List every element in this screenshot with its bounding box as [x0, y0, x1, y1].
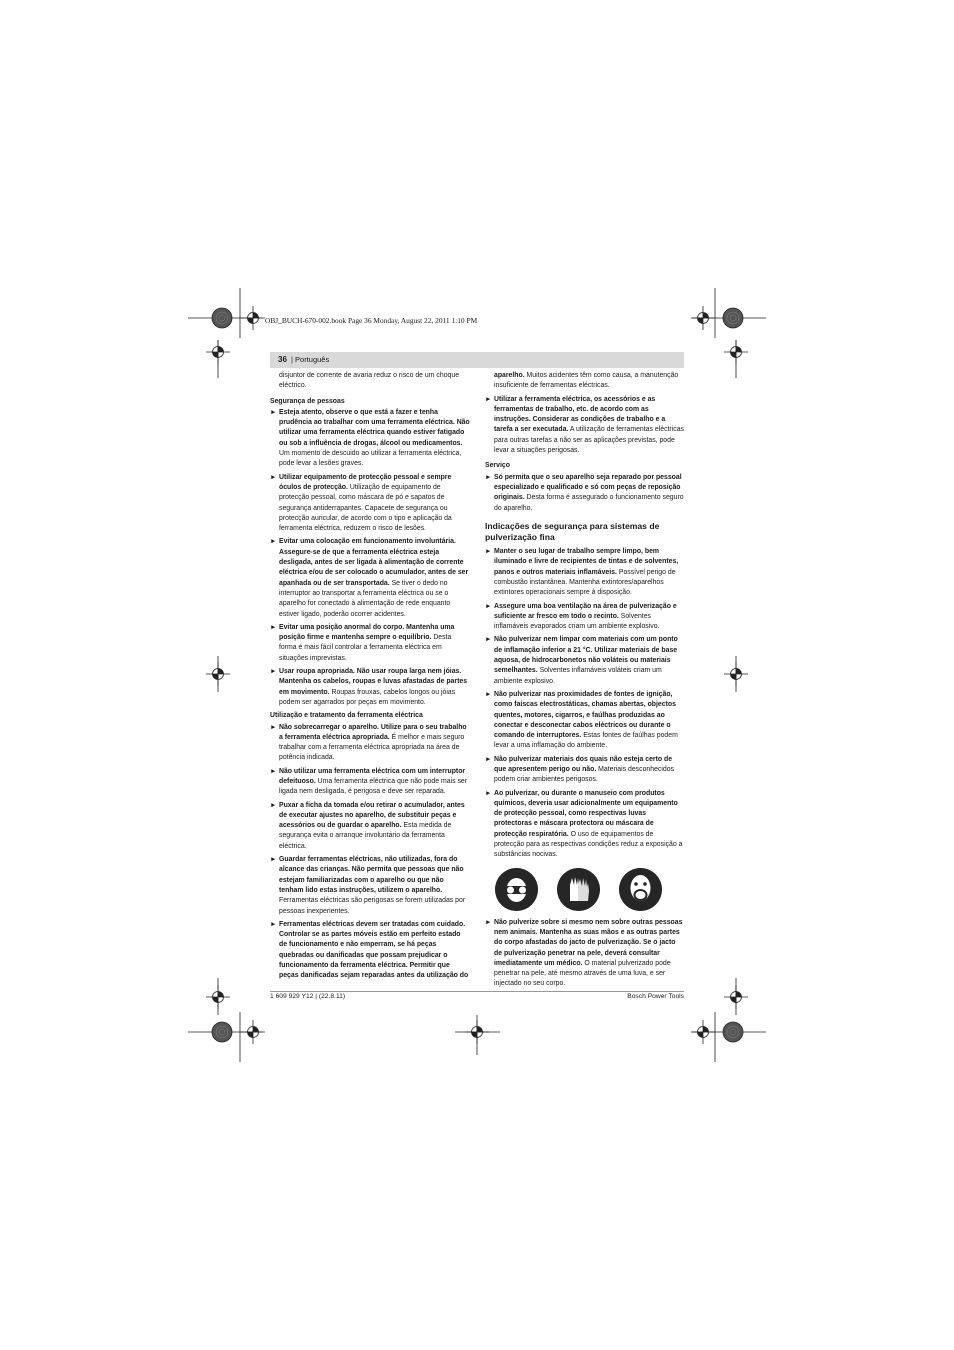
list-item: ► Só permita que o seu aparelho seja reparado por pessoal especializado e qualificado e só com peças de reposição originais. Desta forma é assegurado o funcionamento seguro do aparelho.: [485, 473, 684, 512]
list-item: ► Não pulverizar nas proximidades de fontes de ignição, como faíscas electrostáticas, chamas abertas, objectos quentes, motores, cigarros, e faúlhas produzidas ao conectar e desconectar cabos eléctricos ou durante o comando de interruptores. Estas fontes de faúlhas podem levar a uma inflamação do ambiente.: [485, 690, 678, 750]
bullet-icon: ►: [270, 856, 277, 864]
bullet-icon: ►: [485, 602, 492, 610]
page-language: | Português: [291, 355, 330, 364]
heading-service: Serviço: [485, 462, 510, 470]
list-usage: [485, 395, 685, 457]
bullet-icon: ►: [270, 723, 277, 731]
footer-rule: [270, 991, 684, 992]
continued-text: aparelho. Muitos acidentes têm como causa, a manutenção insuficiente de ferramentas eléctricas.: [494, 372, 679, 390]
bullet-icon: ►: [270, 538, 277, 546]
list-item: ► Não pulverize sobre si mesmo nem sobre outras pessoas nem animais. Mantenha as suas mãos e as outras partes do corpo afastadas do jacto de pulverização. Se o jacto de pulverização penetrar na pele, deverá consultar imediatamente um médico. O material pulverizado pode penetrar na pele, até mesmo através de uma luva, e ser injectado no seu corpo.: [485, 918, 683, 988]
list-spray-2: [485, 918, 685, 990]
right-column: [485, 371, 685, 990]
safety-goggles-icon: [495, 868, 538, 911]
list-item: ► Assegure uma boa ventilação na área de pulverização e suficiente ar fresco em todo o recinto. Solventes inflamáveis evaporados criam um ambiente explosivo.: [485, 602, 677, 631]
file-header: OBJ_BUCH-670-002.book Page 36 Monday, August 22, 2011 1:10 PM: [265, 316, 478, 325]
section-title-spray: Indicações de segurança para sistemas de pulverização fina: [485, 520, 660, 543]
protective-gloves-icon: [557, 868, 600, 911]
footer-left: 1 609 929 Y12 | (22.8.11): [270, 993, 346, 1000]
bullet-icon: ►: [485, 395, 492, 403]
respirator-mask-icon: [619, 868, 662, 911]
heading-tool-use: Utilização e tratamento da ferramenta eléctrica: [270, 712, 423, 720]
list-personal-safety: [270, 408, 470, 708]
list-item: ► Não sobrecarregar o aparelho. Utilize para o seu trabalho a ferramenta eléctrica apropriada. É melhor e mais seguro trabalhar com a ferramenta eléctrica apropriada na área de potência indicada.: [270, 723, 467, 762]
bullet-icon: ►: [270, 801, 277, 809]
list-item: ► Evitar uma posição anormal do corpo. Mantenha uma posição firme e mantenha sempre o equilíbrio. Desta forma é mais fácil controlar a ferramenta eléctrica em situações imprevistas.: [270, 623, 455, 662]
bullet-icon: ►: [270, 668, 277, 676]
list-service: [485, 473, 685, 514]
ppe-icons: [485, 868, 685, 914]
bullet-icon: ►: [485, 636, 492, 644]
bullet-icon: ►: [270, 920, 277, 928]
bullet-icon: ►: [485, 755, 492, 763]
bullet-icon: ►: [485, 789, 492, 797]
footer-right: Bosch Power Tools: [627, 993, 684, 1000]
list-item: ► Não pulverizar nem limpar com materiais com um ponto de inflamação inferior a 21 °C. Utilizar materiais de base aquosa, de hidrocarbonetos não voláteis ou materiais semelhantes. Solventes inflamáveis voláteis criam um ambiente explosivo.: [485, 636, 678, 685]
page-header-bar: [270, 352, 684, 368]
left-column: [270, 371, 470, 982]
bullet-icon: ►: [485, 473, 492, 481]
list-item: ► Manter o seu lugar de trabalho sempre limpo, bem iluminado e livre de recipientes de tintas e de solventes, panos e outros materiais inflamáveis. Possível perigo de combustão instantânea. Mantenha extintores/aparelhos extintores operacionais sempre à disposição.: [485, 548, 679, 597]
bullet-icon: ►: [270, 473, 277, 481]
list-item: ► Utilizar a ferramenta eléctrica, os acessórios e as ferramentas de trabalho, etc. de acordo com as instruções. Considerar as condições de trabalho e a tarefa a ser executada. A utilização de ferramentas eléctricas para outras tarefas a não ser as aplicações previstas, pode levar a situações perigosas.: [485, 395, 684, 455]
list-tool-use: [270, 723, 470, 982]
bullet-icon: ►: [270, 767, 277, 775]
list-spray: [485, 547, 685, 861]
bullet-icon: ►: [485, 548, 492, 556]
list-item: ► Utilizar equipamento de protecção pessoal e sempre óculos de protecção. Utilização de equipamento de protecção pessoal, como máscara de pó e sapatos de segurança antiderrapantes. Capacete de segurança ou protecção auricular, de acordo com o tipo e aplicação da ferramenta eléctrica, reduzem o risco de lesões.: [270, 473, 452, 533]
list-item: ► Usar roupa apropriada. Não usar roupa larga nem jóias. Mantenha os cabelos, roupas e luvas afastadas de partes em movimento. Roupas frouxas, cabelos longos ou jóias podem ser agarrados por peças em movimento.: [270, 668, 468, 706]
list-item: ► Não utilizar uma ferramenta eléctrica com um interruptor defeituoso. Uma ferramenta eléctrica que não pode mais ser ligada nem desligada, é perigosa e deve ser reparada.: [270, 767, 468, 796]
list-item: ► Puxar a ficha da tomada e/ou retirar o acumulador, antes de executar ajustes no aparelho, de substituir peças e acessórios ou de guardar o aparelho. Esta medida de segurança evita o arranque involuntário da ferramenta eléctrica.: [270, 801, 465, 850]
list-item: ► Esteja atento, observe o que está a fazer e tenha prudência ao trabalhar com uma ferramenta eléctrica. Não utilizar uma ferramenta eléctrica quando estiver fatigado ou sob a influência de drogas, álcool ou medicamentos. Um momento de descuido ao utilizar a ferramenta eléctrica, pode levar a lesões graves.: [270, 408, 470, 468]
bullet-icon: ►: [270, 623, 277, 631]
list-item: ► Ao pulverizar, ou durante o manuseio com produtos químicos, deveria usar adicionalmente um equipamento de protecção pessoal, como respectivas luvas protectoras e máscara protectora ou máscara de protecção respiratória. O uso de equipamentos de protecção para as respectivas condições reduz a exposição a substâncias nocivas.: [485, 789, 683, 859]
list-item: ► Ferramentas eléctricas devem ser tratadas com cuidado. Controlar se as partes móveis estão em perfeito estado de funcionamento e não emperram, se há peças quebradas ou danificadas que possam prejudicar o funcionamento da ferramenta eléctrica. Permitir que peças danificadas sejam reparadas antes da utilização do: [270, 920, 469, 980]
intro-text: disjuntor de corrente de avaria reduz o risco de um choque eléctrico.: [279, 372, 460, 390]
bullet-icon: ►: [270, 408, 277, 416]
heading-personal-safety: Segurança de pessoas: [270, 397, 345, 405]
page-number: 36: [278, 355, 287, 364]
list-item: ► Não pulverizar materiais dos quais não esteja certo de que apresentem perigo ou não. Materiais desconhecidos podem criar ambientes perigosos.: [485, 755, 674, 784]
list-item: ► Guardar ferramentas eléctricas, não utilizadas, fora do alcance das crianças. Não permita que pessoas que não estejam familiarizadas com o aparelho ou que não tenham lido estas instruções, utilizem o aparelho. Ferramentas eléctricas são perigosas se forem utilizadas por pessoas inexperientes.: [270, 856, 466, 915]
list-item: ► Evitar uma colocação em funcionamento involuntária. Assegure-se de que a ferramenta eléctrica esteja desligada, antes de ser ligada à alimentação de corrente eléctrica e/ou de ser colocado o acumulador, antes de ser apanhada ou de ser transportada. Se tiver o dedo no interruptor ao transportar a ferramenta eléctrica ou se o aparelho for conectado à alimentação de rede enquanto estiver ligado, poderão ocorrer acidentes.: [270, 538, 469, 618]
bullet-icon: ►: [485, 690, 492, 698]
bullet-icon: ►: [485, 918, 492, 926]
